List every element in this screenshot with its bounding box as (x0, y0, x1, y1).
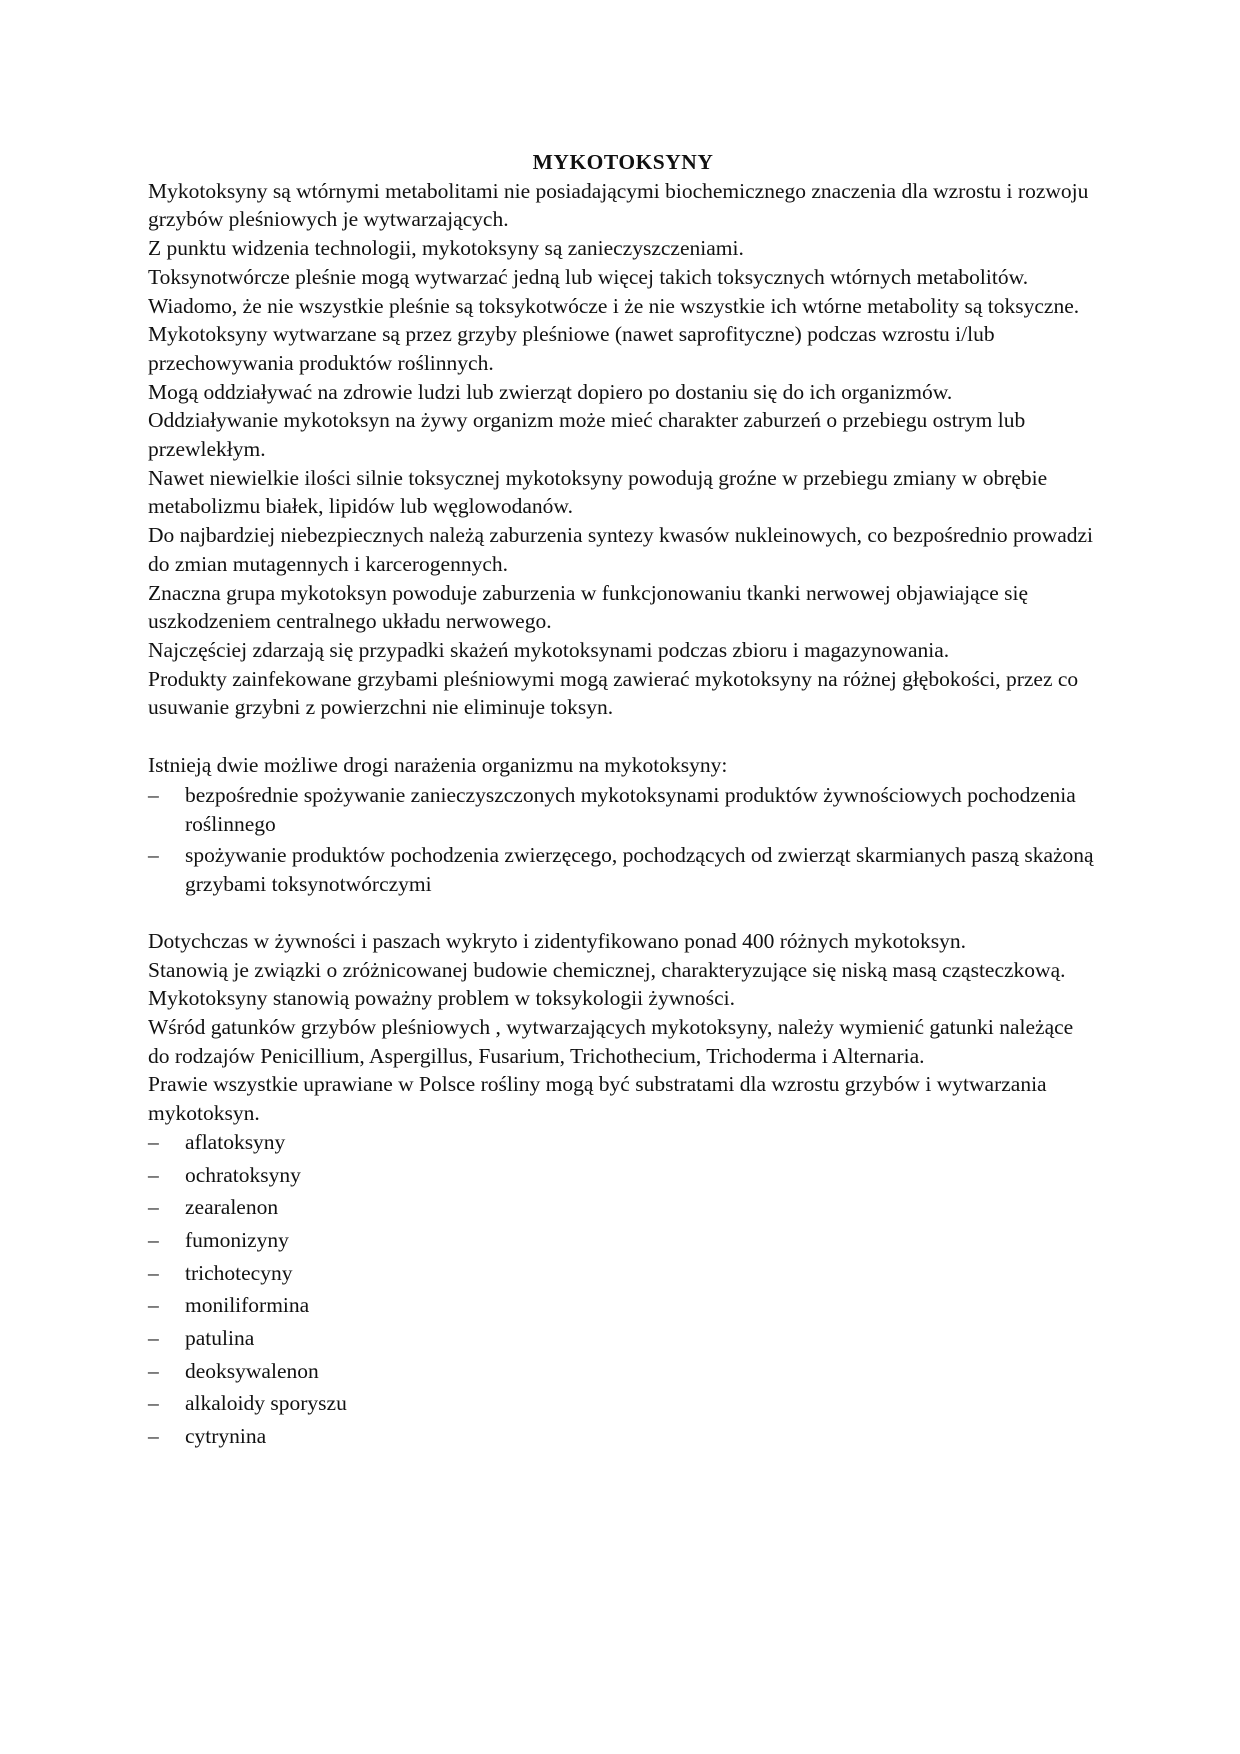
list-item (148, 1161, 1098, 1194)
list-item (148, 781, 1098, 838)
list-item (148, 841, 1098, 898)
list-item (148, 1128, 1098, 1161)
intro-section (148, 177, 1098, 722)
paragraph: Z punktu widzenia technologii, mykotoksyny są zanieczyszczeniami. (148, 236, 744, 261)
dash-bullet: – (148, 1162, 159, 1187)
list-item-text: alkaloidy sporyszu (185, 1391, 347, 1416)
document-page (148, 148, 1098, 1455)
paragraph: Mykotoksyny są wtórnymi metabolitami nie posiadającymi biochemicznego znaczenia dla wzrostu i rozwoju grzybów pleśniowych je wytwarzających. (148, 178, 1089, 232)
document-title: MYKOTOKSYNY (532, 150, 714, 174)
blank-line (148, 722, 1098, 751)
dash-bullet: – (148, 783, 159, 808)
dash-bullet: – (148, 1293, 159, 1318)
paragraph: Mykotoksyny wytwarzane są przez grzyby pleśniowe (nawet saprofityczne) podczas wzrostu i/lub przechowywania produktów roślinnych. (148, 322, 995, 375)
blank-line (148, 898, 1098, 927)
exposure-list (148, 781, 1098, 898)
list-item (148, 1226, 1098, 1259)
paragraph: Do najbardziej niebezpiecznych należą zaburzenia syntezy kwasów nukleinowych, co bezpośrednio prowadzi do zmian mutagennych i karcerogennych. (148, 523, 1094, 576)
dash-bullet: – (148, 1260, 159, 1285)
paragraph: Stanowią je związki o zróżnicowanej budowie chemicznej, charakteryzujące się niską masą cząsteczkową. (148, 957, 1066, 982)
paragraph: Mykotoksyny stanowią poważny problem w toksykologii żywności. (148, 986, 736, 1011)
paragraph: Produkty zainfekowane grzybami pleśniowymi mogą zawierać mykotoksyny na różnej głębokości, przez co usuwanie grzybni z powierzchni nie eliminuje toksyn. (148, 666, 1079, 720)
paragraph: Oddziaływanie mykotoksyn na żywy organizm może mieć charakter zaburzeń o przebiegu ostrym lub przewlekłym. (148, 408, 1026, 462)
list-item-text: cytrynina (185, 1424, 267, 1449)
dash-bullet: – (148, 842, 159, 867)
list-item (148, 1193, 1098, 1226)
exposure-intro: Istnieją dwie możliwe drogi narażenia organizmu na mykotoksyny: (148, 752, 728, 777)
detail-section (148, 927, 1098, 1128)
paragraph: Wiadomo, że nie wszystkie pleśnie są toksykotwócze i że nie wszystkie ich wtórne metabolity są toksyczne. (148, 293, 1080, 318)
dash-bullet: – (148, 1326, 159, 1350)
paragraph: Mogą oddziaływać na zdrowie ludzi lub zwierząt dopiero po dostaniu się do ich organizmów. (148, 379, 953, 404)
paragraph: Prawie wszystkie uprawiane w Polsce rośliny mogą być substratami dla wzrostu grzybów i wytwarzania mykotoksyn. (148, 1072, 1047, 1126)
list-item (148, 1357, 1098, 1390)
paragraph: Nawet niewielkie ilości silnie toksycznej mykotoksyny powodują groźne w przebiegu zmiany w obrębie metabolizmu białek, lipidów lub węglowodanów. (148, 465, 1048, 519)
dash-bullet: – (148, 1424, 159, 1449)
dash-bullet: – (148, 1358, 159, 1383)
list-item-text: spożywanie produktów pochodzenia zwierzęcego, pochodzących od zwierząt skarmianych paszą skażoną grzybami toksynotwórczymi (185, 842, 1094, 896)
exposure-section (148, 751, 1098, 899)
dash-bullet: – (148, 1391, 159, 1416)
list-item (148, 1324, 1098, 1357)
paragraph: Toksynotwórcze pleśnie mogą wytwarzać jedną lub więcej takich toksycznych wtórnych metabolitów. (148, 264, 1029, 289)
list-item-text: ochratoksyny (185, 1162, 301, 1187)
dash-bullet: – (148, 1227, 159, 1252)
list-item (148, 1389, 1098, 1422)
list-item-text: bezpośrednie spożywanie zanieczyszczonych mykotoksynami produktów żywnościowych pochodzenia roślinnego (185, 783, 1076, 837)
dash-bullet: – (148, 1129, 159, 1154)
list-item-text: patulina (185, 1326, 255, 1350)
list-item-text: moniliformina (185, 1293, 310, 1318)
list-item-text: aflatoksyny (185, 1129, 286, 1154)
list-item (148, 1259, 1098, 1292)
paragraph: Dotychczas w żywności i paszach wykryto i zidentyfikowano ponad 400 różnych mykotoksyn. (148, 928, 966, 953)
paragraph: Najczęściej zdarzają się przypadki skażeń mykotoksynami podczas zbioru i magazynowania. (148, 637, 950, 662)
dash-bullet: – (148, 1195, 159, 1220)
toxin-list (148, 1128, 1098, 1455)
list-item-text: fumonizyny (185, 1227, 289, 1252)
list-item-text: trichotecyny (185, 1260, 293, 1285)
list-item-text: deoksywalenon (185, 1358, 319, 1383)
list-item (148, 1291, 1098, 1324)
paragraph: Wśród gatunków grzybów pleśniowych , wytwarzających mykotoksyny, należy wymienić gatunki należące do rodzajów Penicillium, Aspergillus, Fusarium, Trichothecium, Trichoderma i Alternaria. (148, 1015, 1074, 1068)
list-item (148, 1422, 1098, 1455)
paragraph: Znaczna grupa mykotoksyn powoduje zaburzenia w funkcjonowaniu tkanki nerwowej objawiające się uszkodzeniem centralnego układu nerwowego. (148, 580, 1029, 634)
list-item-text: zearalenon (185, 1195, 279, 1220)
